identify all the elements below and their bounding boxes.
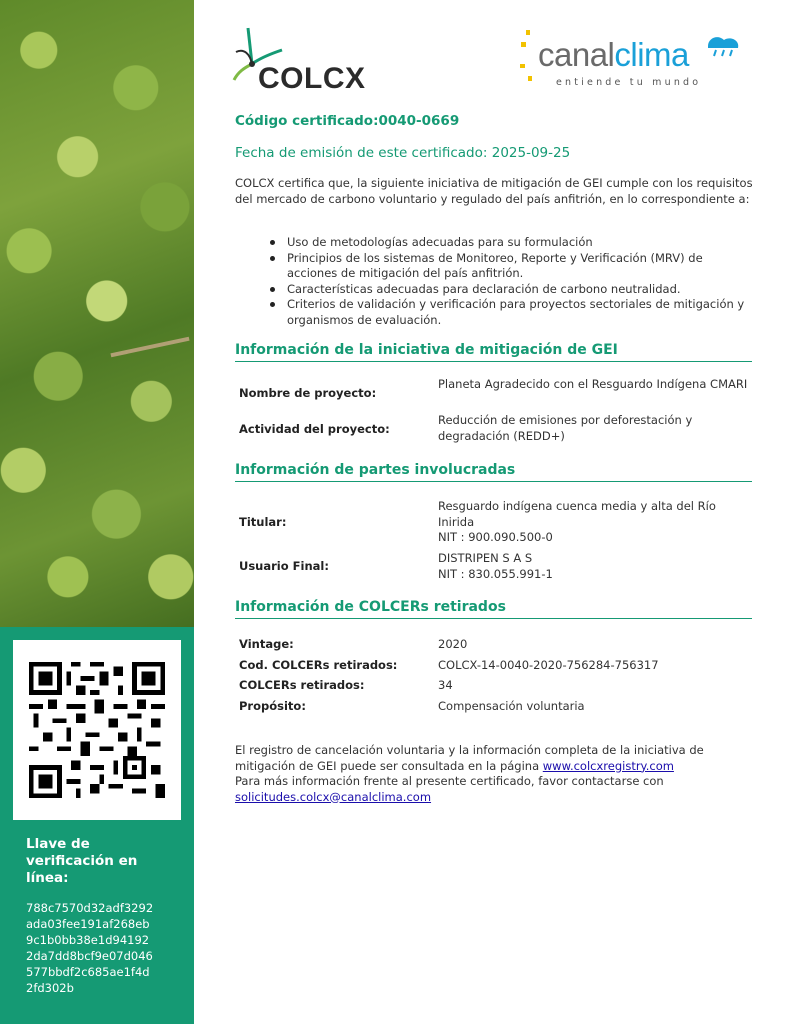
- retired-code-value: COLCX-14-0040-2020-756284-756317: [438, 658, 659, 672]
- verification-key-line: 788c7570d32adf3292: [26, 901, 154, 915]
- qr-code-icon: [29, 662, 165, 798]
- footer-text-registry: El registro de cancelación voluntaria y la información completa de la iniciativa de mitigación de GEI puede ser consultada en la página: [235, 743, 704, 773]
- forest-photo: [0, 0, 194, 627]
- certificate-date: Fecha de emisión de este certificado: 2025-09-25: [235, 145, 571, 161]
- retired-code-label: Cod. COLCERs retirados:: [239, 658, 398, 672]
- project-activity-label: Actividad del proyecto:: [239, 422, 390, 436]
- titular-value: [438, 499, 753, 546]
- verification-key-line: 2fd302b: [26, 981, 74, 995]
- sidebar: [0, 0, 194, 1024]
- vintage-value: 2020: [438, 637, 468, 651]
- canalclima-wordmark: [538, 36, 689, 74]
- project-activity-value: Reducción de emisiones por deforestación y degradación (REDD+): [438, 413, 693, 443]
- final-user-nit: NIT : 830.055.991-1: [438, 566, 553, 581]
- verification-key-title: Llave de verificación en línea:: [26, 836, 138, 886]
- list-item: Principios de los sistemas de Monitoreo, Reporte y Verificación (MRV) de acciones de mitigación del país anfitrión.: [270, 251, 755, 282]
- verification-key-line: 9c1b0bb38e1d94192: [26, 933, 150, 947]
- parties-section-title: Información de partes involucradas: [235, 462, 752, 482]
- contact-email-link[interactable]: solicitudes.colcx@canalclima.com: [235, 789, 432, 804]
- final-user-name: DISTRIPEN S A S: [438, 551, 533, 565]
- purpose-value: Compensación voluntaria: [438, 699, 585, 713]
- retired-section-title: Información de COLCERs retirados: [235, 599, 752, 619]
- footer-text-contact: Para más información frente al presente certificado, favor contactarse con: [235, 774, 664, 788]
- purpose-label: Propósito:: [239, 699, 306, 713]
- qr-code-container: [13, 640, 181, 820]
- certificate-code: Código certificado:0040-0669: [235, 113, 460, 129]
- retired-count-value: 34: [438, 678, 453, 692]
- vintage-label: Vintage:: [239, 637, 294, 651]
- retired-count-label: COLCERs retirados:: [239, 678, 365, 692]
- canal-word: canal: [538, 36, 615, 73]
- initiative-section-title: Información de la iniciativa de mitigación de GEI: [235, 342, 752, 362]
- canalclima-tagline: entiende tu mundo: [556, 77, 702, 88]
- list-item: Características adecuadas para declaración de carbono neutralidad.: [270, 282, 755, 298]
- verification-key-line: ada03fee191af268eb: [26, 917, 150, 931]
- verification-key: [26, 900, 191, 996]
- final-user-label: Usuario Final:: [239, 559, 329, 573]
- titular-label: Titular:: [239, 515, 287, 529]
- criteria-list: [270, 235, 755, 328]
- branch-decoration: [110, 337, 189, 358]
- final-user-value: [438, 551, 753, 582]
- list-item: Criterios de validación y verificación para proyectos sectoriales de mitigación y organismos de evaluación.: [270, 297, 755, 328]
- list-item: Uso de metodologías adecuadas para su formulación: [270, 235, 755, 251]
- clima-word: clima: [614, 36, 689, 73]
- project-name-label: Nombre de proyecto:: [239, 386, 377, 400]
- titular-name: Resguardo indígena cuenca media y alta del Río Inirida: [438, 499, 716, 529]
- verification-key-line: 2da7dd8bcf9e07d046: [26, 949, 153, 963]
- certificate-intro: COLCX certifica que, la siguiente iniciativa de mitigación de GEI cumple con los requisitos del mercado de carbono voluntario y regulado del país anfitrión, en lo correspondiente a:: [235, 176, 753, 206]
- footer-note: [235, 743, 755, 805]
- project-name-value: Planeta Agradecido con el Resguardo Indígena CMARI: [438, 377, 748, 391]
- titular-nit: NIT : 900.090.500-0: [438, 530, 553, 544]
- registry-link[interactable]: www.colcxregistry.com: [542, 758, 674, 773]
- colcx-wordmark: COLCX: [258, 62, 366, 95]
- verification-key-line: 577bbdf2c685ae1f4d: [26, 965, 150, 979]
